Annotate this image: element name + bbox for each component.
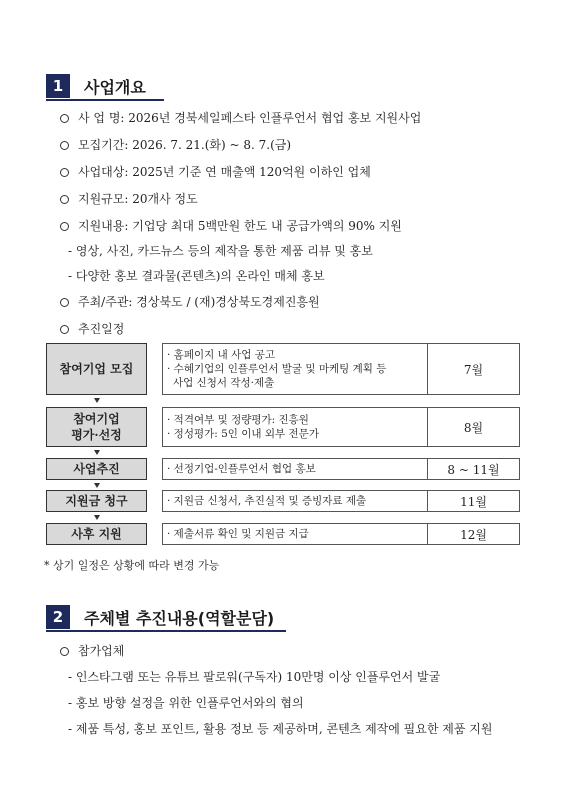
role-sub-item: - 홍보 방향 설정을 위한 인플루언서와의 협의 — [68, 696, 304, 710]
circle-bullet-icon — [60, 325, 69, 334]
section-2-title: 주체별 추진내용(역할분담) — [84, 608, 275, 628]
down-arrow-icon — [94, 398, 100, 403]
overview-sub-item: - 다양한 홍보 결과물(콘텐츠)의 온라인 매체 홍보 — [68, 269, 325, 283]
circle-bullet-icon — [60, 195, 69, 204]
circle-bullet-icon — [60, 168, 69, 177]
schedule-note: * 상기 일정은 상황에 따라 변경 가능 — [44, 559, 220, 572]
schedule-row — [46, 490, 520, 512]
schedule-period: 12월 — [428, 523, 520, 545]
schedule-period: 8 ~ 11월 — [428, 458, 520, 480]
circle-bullet-icon — [60, 222, 69, 231]
schedule-details: · 제출서류 확인 및 지원금 지급 — [162, 523, 428, 545]
down-arrow-icon — [94, 483, 100, 488]
schedule-row — [46, 458, 520, 480]
schedule-stage: 참여기업 모집 — [46, 343, 147, 395]
circle-bullet-icon — [60, 298, 69, 307]
schedule-row — [46, 343, 520, 395]
section-1-underline — [46, 99, 164, 101]
overview-item-schedule: 추진일정 — [60, 320, 124, 337]
schedule-period: 11월 — [428, 490, 520, 512]
down-arrow-icon — [94, 515, 100, 520]
role-sub-item: - 인스타그램 또는 유튜브 팔로워(구독자) 10만명 이상 인플루언서 발굴 — [68, 670, 441, 684]
circle-bullet-icon — [60, 647, 69, 656]
role-sub-item: - 제품 특성, 홍보 포인트, 활용 정보 등 제공하며, 콘텐츠 제작에 필요한 제품 지원 — [68, 722, 493, 736]
schedule-row — [46, 407, 520, 447]
schedule-details: · 선정기업-인플루언서 협업 홍보 — [162, 458, 428, 480]
section-2-underline — [46, 630, 286, 632]
down-arrow-icon — [94, 450, 100, 455]
schedule-stage-line: 참여기업 — [73, 412, 120, 426]
section-2-number: 2 — [46, 605, 70, 629]
schedule-row — [46, 523, 520, 545]
section-1-title: 사업개요 — [84, 77, 146, 97]
role-group-participant: 참가업체 — [60, 642, 124, 659]
schedule-period: 8월 — [428, 407, 520, 447]
schedule-stage: 사후 지원 — [46, 523, 147, 545]
overview-item-target: 사업대상: 2025년 기준 연 매출액 120억원 이하인 업체 — [60, 163, 371, 180]
circle-bullet-icon — [60, 114, 69, 123]
section-1-number: 1 — [46, 74, 70, 98]
schedule-details: · 적격여부 및 정량평가: 진흥원 · 정성평가: 5인 이내 외부 전문가 — [162, 407, 428, 447]
overview-item-period: 모집기간: 2026. 7. 21.(화) ~ 8. 7.(금) — [60, 136, 291, 153]
overview-sub-item: - 영상, 사진, 카드뉴스 등의 제작을 통한 제품 리뷰 및 홍보 — [68, 244, 373, 258]
section-2-header — [46, 605, 274, 629]
overview-item-name: 사 업 명: 2026년 경북세일페스타 인플루언서 협업 홍보 지원사업 — [60, 109, 421, 126]
schedule-stage: 사업추진 — [46, 458, 147, 480]
schedule-stage: 지원금 청구 — [46, 490, 147, 512]
overview-item-host: 주최/주관: 경상북도 / (재)경상북도경제진흥원 — [60, 293, 320, 310]
schedule-stage-line: 평가·선정 — [71, 428, 122, 442]
schedule-details: · 지원금 신청서, 추진실적 및 증빙자료 제출 — [162, 490, 428, 512]
section-1-header — [46, 74, 146, 98]
overview-item-scale: 지원규모: 20개사 정도 — [60, 190, 198, 207]
schedule-period: 7월 — [428, 343, 520, 395]
circle-bullet-icon — [60, 141, 69, 150]
schedule-stage — [46, 407, 147, 447]
schedule-details: · 홈페이지 내 사업 공고 · 수혜기업의 인플루언서 발굴 및 마케팅 계획 등 사업 신청서 작성·제출 — [162, 343, 428, 395]
overview-item-content: 지원내용: 기업당 최대 5백만원 한도 내 공급가액의 90% 지원 — [60, 217, 402, 234]
